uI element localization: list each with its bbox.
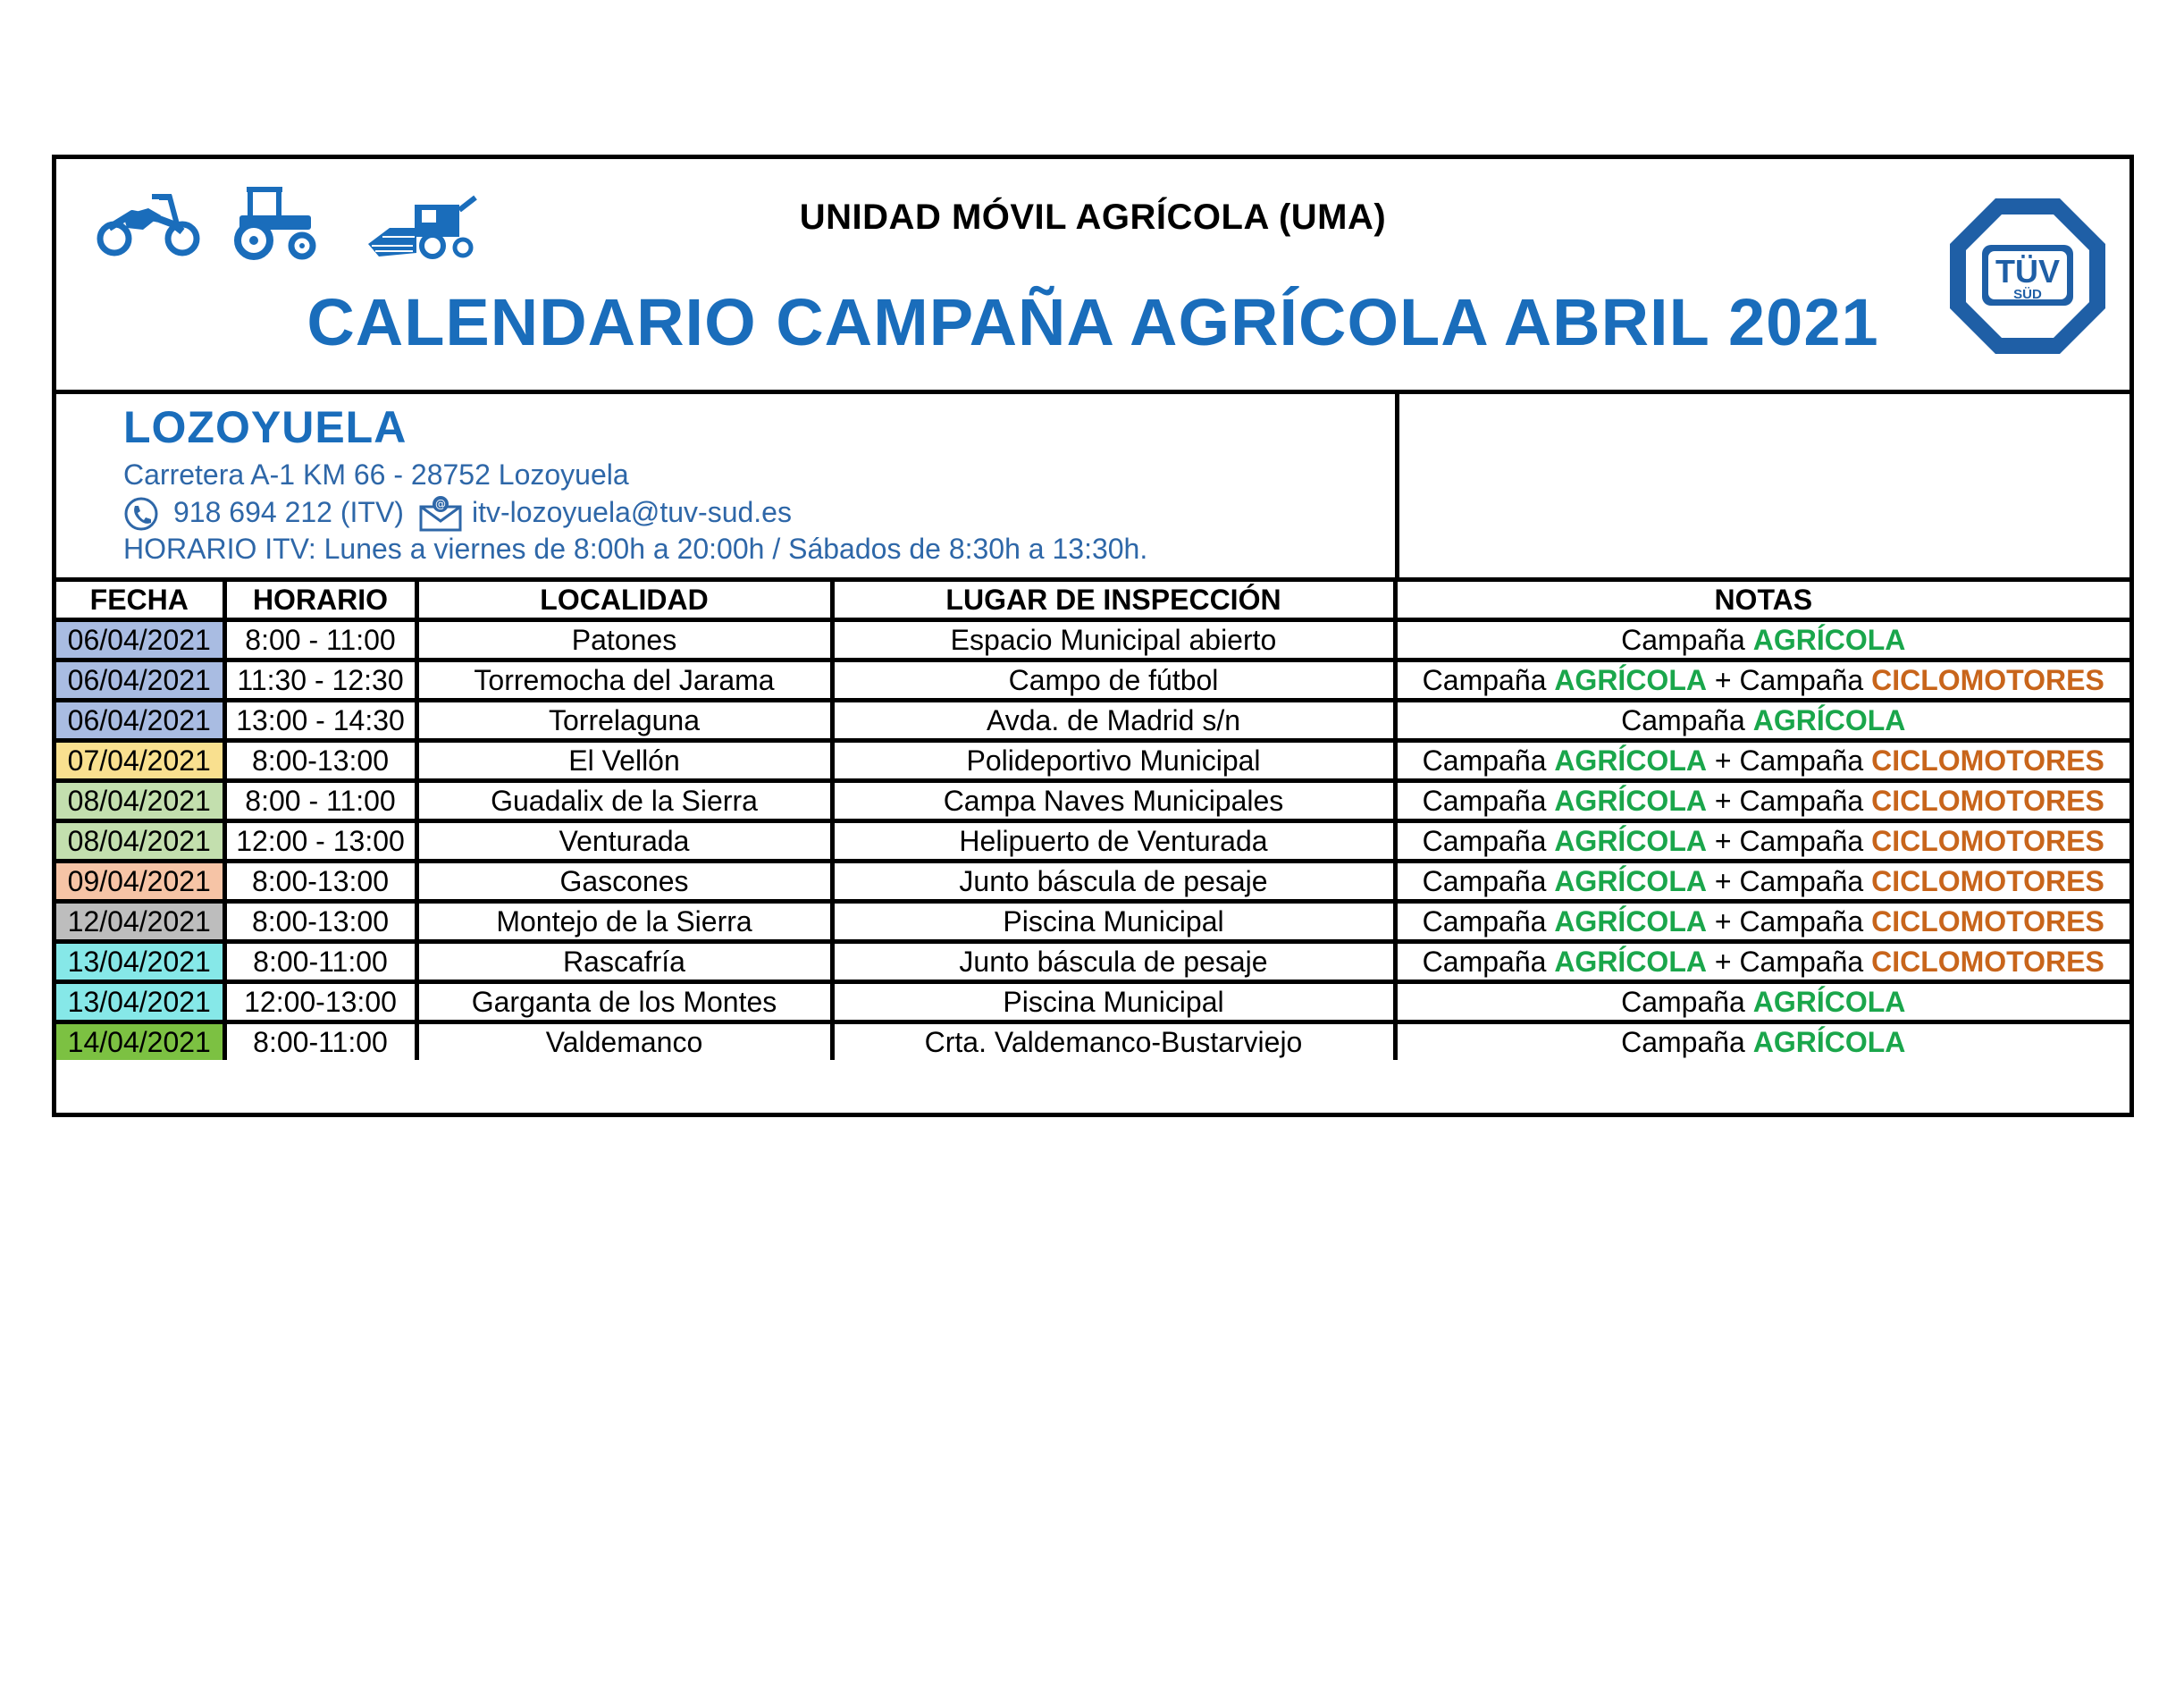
station-address: Carretera A-1 KM 66 - 28752 Lozoyuela	[123, 458, 629, 491]
email-icon	[418, 494, 463, 532]
note-agricola: AGRÍCOLA	[1752, 985, 1906, 1018]
hours-label: HORARIO ITV:	[123, 533, 316, 565]
note-plus: +	[1714, 904, 1732, 938]
note-agricola: AGRÍCOLA	[1752, 1025, 1906, 1058]
cell-horario: 12:00 - 13:00	[224, 821, 416, 862]
cell-localidad: Montejo de la Sierra	[416, 902, 832, 942]
cell-notas	[1395, 620, 2129, 660]
table-row	[56, 1022, 2129, 1061]
note-campana: Campaña	[1739, 663, 1864, 696]
cell-fecha: 06/04/2021	[56, 620, 224, 660]
note-campana: Campaña	[1621, 623, 1745, 656]
header-localidad: LOCALIDAD	[416, 582, 832, 620]
note-agricola: AGRÍCOLA	[1554, 744, 1707, 777]
station-name: LOZOYUELA	[123, 402, 407, 452]
note-agricola: AGRÍCOLA	[1554, 864, 1707, 897]
header-band	[56, 159, 2129, 394]
svg-text:@: @	[435, 498, 446, 510]
phone-icon	[123, 496, 159, 532]
note-campana: Campaña	[1621, 703, 1745, 736]
cell-fecha: 14/04/2021	[56, 1022, 224, 1061]
cell-notas	[1395, 781, 2129, 821]
note-campana: Campaña	[1621, 985, 1745, 1018]
cell-horario: 8:00-11:00	[224, 1022, 416, 1061]
info-divider	[1395, 394, 1399, 577]
header-horario: HORARIO	[224, 582, 416, 620]
note-plus: +	[1714, 784, 1732, 817]
table-row	[56, 942, 2129, 982]
cell-localidad: Garganta de los Montes	[416, 982, 832, 1022]
cell-horario: 8:00 - 11:00	[224, 781, 416, 821]
cell-lugar: Piscina Municipal	[832, 902, 1395, 942]
note-campana: Campaña	[1739, 904, 1864, 938]
logo-text-sub: SÜD	[2013, 287, 2042, 302]
cell-notas	[1395, 821, 2129, 862]
note-plus: +	[1714, 824, 1732, 857]
cell-horario: 8:00-13:00	[224, 862, 416, 902]
cell-horario: 11:30 - 12:30	[224, 660, 416, 701]
cell-fecha: 06/04/2021	[56, 701, 224, 741]
note-agricola: AGRÍCOLA	[1554, 945, 1707, 978]
cell-localidad: Valdemanco	[416, 1022, 832, 1061]
cell-fecha: 07/04/2021	[56, 741, 224, 781]
note-campana: Campaña	[1422, 945, 1547, 978]
cell-notas	[1395, 982, 2129, 1022]
schedule-table	[56, 582, 2129, 1060]
note-ciclomotores: CICLOMOTORES	[1871, 945, 2104, 978]
cell-lugar: Avda. de Madrid s/n	[832, 701, 1395, 741]
cell-fecha: 12/04/2021	[56, 902, 224, 942]
subtitle: UNIDAD MÓVIL AGRÍCOLA (UMA)	[799, 198, 1387, 237]
note-campana: Campaña	[1422, 744, 1547, 777]
cell-notas	[1395, 862, 2129, 902]
cell-notas	[1395, 1022, 2129, 1061]
note-plus: +	[1714, 744, 1732, 777]
note-campana: Campaña	[1739, 784, 1864, 817]
note-plus: +	[1714, 663, 1732, 696]
note-agricola: AGRÍCOLA	[1752, 703, 1906, 736]
table-row	[56, 862, 2129, 902]
cell-horario: 13:00 - 14:30	[224, 701, 416, 741]
station-hours	[123, 533, 1147, 566]
cell-localidad: Guadalix de la Sierra	[416, 781, 832, 821]
station-email[interactable]: itv-lozoyuela@tuv-sud.es	[472, 496, 792, 528]
note-agricola: AGRÍCOLA	[1554, 904, 1707, 938]
note-campana: Campaña	[1621, 1025, 1745, 1058]
note-ciclomotores: CICLOMOTORES	[1871, 744, 2104, 777]
cell-lugar: Junto báscula de pesaje	[832, 942, 1395, 982]
note-campana: Campaña	[1739, 744, 1864, 777]
cell-fecha: 13/04/2021	[56, 942, 224, 982]
cell-horario: 8:00-11:00	[224, 942, 416, 982]
note-campana: Campaña	[1422, 663, 1547, 696]
note-campana: Campaña	[1422, 824, 1547, 857]
cell-fecha: 09/04/2021	[56, 862, 224, 902]
cell-horario: 8:00 - 11:00	[224, 620, 416, 660]
table-row	[56, 620, 2129, 660]
note-campana: Campaña	[1422, 864, 1547, 897]
cell-lugar: Espacio Municipal abierto	[832, 620, 1395, 660]
table-row	[56, 821, 2129, 862]
cell-lugar: Helipuerto de Venturada	[832, 821, 1395, 862]
station-info	[56, 394, 2129, 582]
note-campana: Campaña	[1739, 945, 1864, 978]
cell-localidad: El Vellón	[416, 741, 832, 781]
note-campana: Campaña	[1739, 864, 1864, 897]
cell-notas	[1395, 902, 2129, 942]
note-campana: Campaña	[1422, 784, 1547, 817]
cell-fecha: 06/04/2021	[56, 660, 224, 701]
header-notas: NOTAS	[1395, 582, 2129, 620]
note-ciclomotores: CICLOMOTORES	[1871, 864, 2104, 897]
note-ciclomotores: CICLOMOTORES	[1871, 784, 2104, 817]
cell-fecha: 08/04/2021	[56, 781, 224, 821]
table-row	[56, 902, 2129, 942]
cell-notas	[1395, 741, 2129, 781]
cell-localidad: Torrelaguna	[416, 701, 832, 741]
cell-notas	[1395, 701, 2129, 741]
note-agricola: AGRÍCOLA	[1752, 623, 1906, 656]
cell-lugar: Crta. Valdemanco-Bustarviejo	[832, 1022, 1395, 1061]
hours-text: Lunes a viernes de 8:00h a 20:00h / Sábados de 8:30h a 13:30h.	[323, 533, 1148, 565]
table-row	[56, 781, 2129, 821]
cell-fecha: 08/04/2021	[56, 821, 224, 862]
station-phone[interactable]: 918 694 212 (ITV)	[173, 496, 404, 528]
cell-localidad: Venturada	[416, 821, 832, 862]
cell-horario: 12:00-13:00	[224, 982, 416, 1022]
note-ciclomotores: CICLOMOTORES	[1871, 824, 2104, 857]
note-campana: Campaña	[1739, 824, 1864, 857]
cell-horario: 8:00-13:00	[224, 902, 416, 942]
note-plus: +	[1714, 864, 1732, 897]
cell-notas	[1395, 660, 2129, 701]
note-plus: +	[1714, 945, 1732, 978]
note-campana: Campaña	[1422, 904, 1547, 938]
table-row	[56, 660, 2129, 701]
note-agricola: AGRÍCOLA	[1554, 663, 1707, 696]
note-ciclomotores: CICLOMOTORES	[1871, 904, 2104, 938]
cell-lugar: Piscina Municipal	[832, 982, 1395, 1022]
cell-lugar: Polideportivo Municipal	[832, 741, 1395, 781]
cell-horario: 8:00-13:00	[224, 741, 416, 781]
table-row	[56, 982, 2129, 1022]
cell-lugar: Campo de fútbol	[832, 660, 1395, 701]
table-header-row	[56, 582, 2129, 620]
cell-lugar: Junto báscula de pesaje	[832, 862, 1395, 902]
note-agricola: AGRÍCOLA	[1554, 784, 1707, 817]
header-lugar: LUGAR DE INSPECCIÓN	[832, 582, 1395, 620]
cell-localidad: Rascafría	[416, 942, 832, 982]
page-title: CALENDARIO CAMPAÑA AGRÍCOLA ABRIL 2021	[307, 285, 1879, 359]
cell-notas	[1395, 942, 2129, 982]
cell-fecha: 13/04/2021	[56, 982, 224, 1022]
note-ciclomotores: CICLOMOTORES	[1871, 663, 2104, 696]
note-agricola: AGRÍCOLA	[1554, 824, 1707, 857]
logo-text-main: TÜV	[1995, 253, 2060, 290]
table-row	[56, 741, 2129, 781]
cell-localidad: Gascones	[416, 862, 832, 902]
table-row	[56, 701, 2129, 741]
header-fecha: FECHA	[56, 582, 224, 620]
cell-lugar: Campa Naves Municipales	[832, 781, 1395, 821]
tuv-sud-logo	[1946, 195, 2109, 357]
calendar-sheet	[52, 155, 2134, 1117]
table-body	[56, 620, 2129, 1061]
cell-localidad: Torremocha del Jarama	[416, 660, 832, 701]
cell-localidad: Patones	[416, 620, 832, 660]
